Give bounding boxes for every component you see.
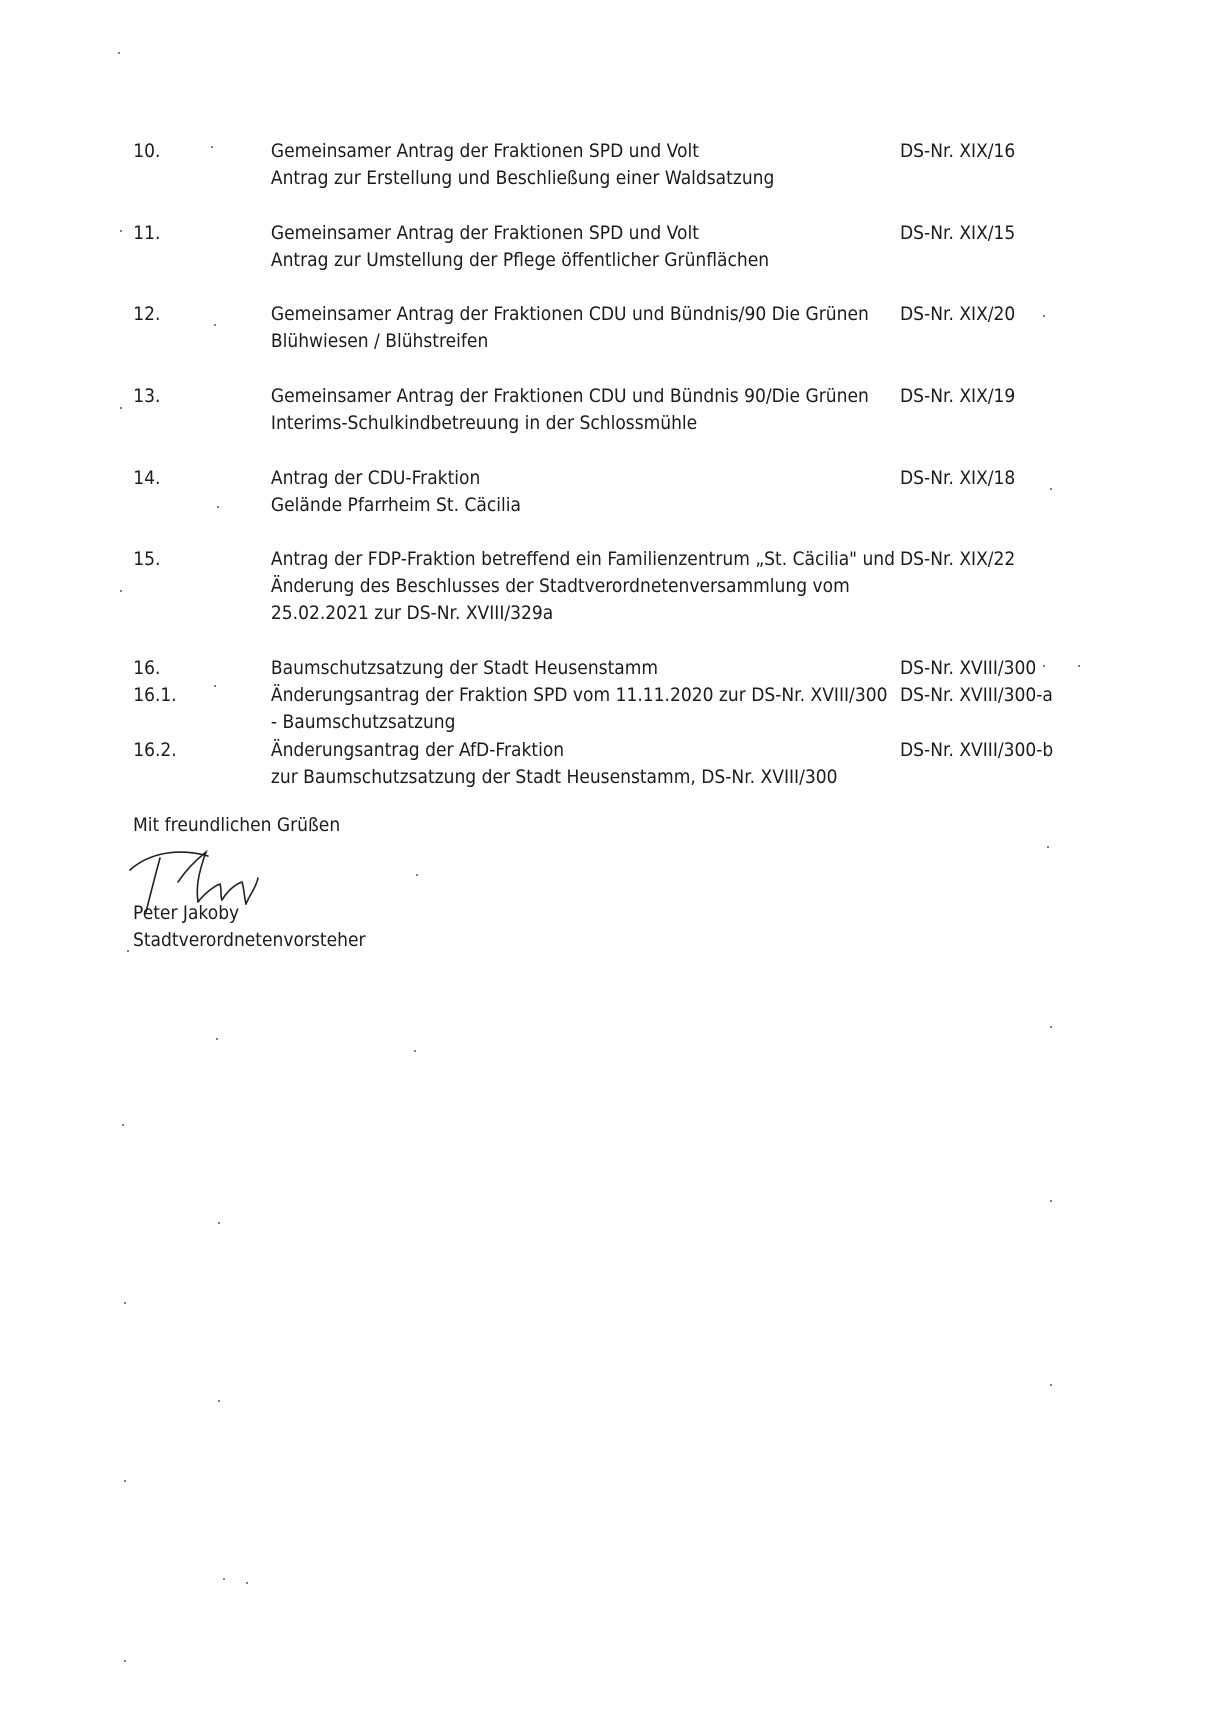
- agenda-item-number: 16.: [133, 657, 161, 679]
- agenda-item-text: [271, 737, 847, 791]
- agenda-item-reference: DS-Nr. XIX/16: [900, 140, 1016, 162]
- scan-speck: [124, 1302, 126, 1304]
- agenda-item-reference: DS-Nr. XIX/20: [900, 303, 1016, 325]
- agenda-item-text: [270, 301, 869, 355]
- agenda-item-line: Änderung des Beschlusses der Stadtverordnetenversammlung vom: [270, 575, 850, 597]
- agenda-item-line: Gemeinsamer Antrag der Fraktionen CDU und Bündnis 90/Die Grünen: [270, 385, 869, 407]
- agenda-item-line: Gelände Pfarrheim St. Cäcilia: [270, 494, 522, 516]
- scan-speck: [1050, 1200, 1052, 1202]
- agenda-item-number: 10.: [133, 140, 161, 162]
- agenda-item-number: 13.: [133, 385, 161, 407]
- agenda-item-reference: DS-Nr. XVIII/300: [900, 657, 1037, 679]
- scan-speck: [122, 1124, 124, 1126]
- scan-speck: [1043, 315, 1045, 317]
- closing-greeting: Mit freundlichen Grüßen: [133, 814, 341, 836]
- agenda-item-number: 11.: [133, 222, 161, 244]
- agenda-item-reference: DS-Nr. XIX/22: [900, 548, 1016, 570]
- agenda-item-text: [270, 383, 869, 437]
- agenda-item-text: [271, 655, 847, 682]
- scan-speck: [1050, 1384, 1052, 1386]
- scan-speck: [1050, 488, 1052, 490]
- agenda-item-number: 16.1.: [133, 684, 177, 706]
- scan-speck: [1043, 665, 1045, 667]
- agenda-item-line: Antrag zur Erstellung und Beschließung einer Waldsatzung: [270, 167, 775, 189]
- signatory-role: Stadtverordnetenvorsteher: [133, 929, 366, 951]
- agenda-item-text: [270, 546, 896, 627]
- agenda-item-number: 12.: [133, 303, 161, 325]
- agenda-item-reference: DS-Nr. XVIII/300-b: [900, 739, 1054, 761]
- agenda-item-reference: DS-Nr. XVIII/300-a: [900, 684, 1053, 706]
- scan-speck: [1050, 1026, 1052, 1028]
- scan-speck: [218, 1222, 220, 1224]
- scan-speck: [127, 950, 129, 952]
- agenda-item-reference: DS-Nr. XIX/15: [900, 222, 1016, 244]
- agenda-item-number: 16.2.: [133, 739, 177, 761]
- agenda-item-line: - Baumschutzsatzung: [270, 711, 456, 733]
- scan-speck: [124, 1660, 126, 1662]
- agenda-item-line: Änderungsantrag der AfD-Fraktion: [270, 739, 565, 761]
- scan-speck: [216, 1038, 218, 1040]
- agenda-item-line: Blühwiesen / Blühstreifen: [270, 330, 489, 352]
- agenda-item-line: Interims-Schulkindbetreuung in der Schlossmühle: [270, 412, 698, 434]
- scan-speck: [214, 685, 216, 687]
- scan-speck: [416, 874, 418, 876]
- agenda-item-line: zur Baumschutzsatzung der Stadt Heusenstamm, DS-Nr. XVIII/300: [270, 766, 838, 788]
- scan-speck: [120, 590, 122, 592]
- scan-speck: [223, 1578, 225, 1580]
- agenda-item-line: Gemeinsamer Antrag der Fraktionen SPD und Volt: [270, 140, 699, 162]
- scan-speck: [120, 230, 122, 232]
- agenda-item-reference: DS-Nr. XIX/19: [900, 385, 1016, 407]
- scan-speck: [218, 1400, 220, 1402]
- scan-speck: [246, 1582, 248, 1584]
- scan-speck: [1078, 665, 1080, 667]
- agenda-item-line: Baumschutzsatzung der Stadt Heusenstamm: [270, 657, 659, 679]
- scan-speck: [214, 324, 216, 326]
- scan-speck: [118, 52, 120, 54]
- agenda-item-text: [270, 682, 888, 736]
- agenda-item-line: Gemeinsamer Antrag der Fraktionen SPD und Volt: [270, 222, 699, 244]
- agenda-item-reference: DS-Nr. XIX/18: [900, 467, 1016, 489]
- agenda-item-text: [271, 138, 847, 192]
- scan-speck: [217, 506, 219, 508]
- agenda-item-line: Antrag der FDP-Fraktion betreffend ein Familienzentrum „St. Cäcilia" und: [270, 548, 896, 570]
- scan-speck: [124, 1480, 126, 1482]
- agenda-item-line: Änderungsantrag der Fraktion SPD vom 11.11.2020 zur DS-Nr. XVIII/300: [270, 684, 888, 706]
- scan-speck: [414, 1050, 416, 1052]
- scan-speck: [211, 146, 213, 148]
- agenda-item-text: [271, 465, 847, 519]
- agenda-item-line: Antrag der CDU-Fraktion: [270, 467, 481, 489]
- agenda-item-line: Gemeinsamer Antrag der Fraktionen CDU und Bündnis/90 Die Grünen: [270, 303, 869, 325]
- scan-speck: [1047, 846, 1049, 848]
- signatory-name: Peter Jakoby: [133, 902, 240, 924]
- agenda-item-text: [271, 220, 847, 274]
- agenda-item-number: 14.: [133, 467, 161, 489]
- agenda-item-line: Antrag zur Umstellung der Pflege öffentlicher Grünflächen: [270, 249, 770, 271]
- scan-speck: [120, 407, 122, 409]
- agenda-item-number: 15.: [133, 548, 161, 570]
- agenda-item-line: 25.02.2021 zur DS-Nr. XVIII/329a: [270, 602, 554, 624]
